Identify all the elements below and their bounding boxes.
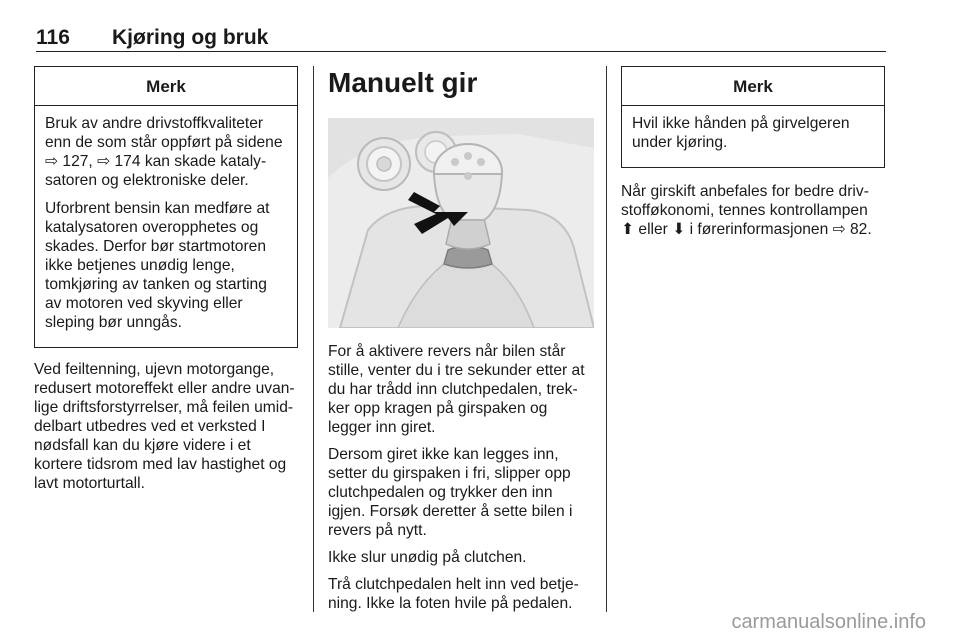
column-divider [313, 66, 314, 612]
gear-lever-illustration [328, 118, 594, 328]
page-number: 116 [36, 26, 70, 49]
body-paragraph: Ved feiltenning, ujevn motorgange, redusert motoreffekt eller andre uvanlige driftsforstyrrelser, må feilen umiddelbart utbedres ved et verksted I nødsfall kan du kjøre videre i et kortere tidsrom med lav hastighet og lavt motorturtall. [34, 361, 295, 492]
section-title: Kjøring og bruk [112, 26, 269, 49]
note-paragraph: Bruk av andre drivstoffkvaliteter enn de som står oppført på sidene ⇨ 127, ⇨ 174 kan skade katalysatoren og elektroniske deler. [45, 115, 283, 189]
note-paragraph: Hvil ikke hånden på girvelgeren under kjøring. [632, 115, 850, 151]
body-paragraph: Ikke slur unødig på clutchen. [328, 549, 527, 566]
note-box [34, 66, 298, 348]
note-title: Merk [622, 67, 884, 106]
note-title: Merk [35, 67, 297, 106]
middle-column [328, 66, 594, 621]
watermark: carmanualsonline.info [731, 611, 926, 633]
note-body [35, 106, 297, 347]
body-paragraph: Trå clutchpedalen helt inn ved betjening. Ikke la foten hvile på pedalen. [328, 576, 579, 612]
note-paragraph: Uforbrent bensin kan medføre at katalysatoren overopphetes og skades. Derfor bør startmotoren ikke betjenes unødig lenge, tomkjøring av tanken og starting av motoren ved skyving eller sleping bør unngås. [45, 200, 270, 331]
body-paragraph: Dersom giret ikke kan legges inn, setter du girspaken i fri, slipper opp clutchpedalen og trykker den inn igjen. Forsøk deretter å sette bilen i revers på nytt. [328, 446, 573, 539]
body-paragraph: For å aktivere revers når bilen står stille, venter du i tre sekunder etter at du har trådd inn clutchpedalen, trekker opp kragen på girspaken og legger inn giret. [328, 343, 585, 436]
section-heading: Manuelt gir [328, 67, 478, 98]
note-box [621, 66, 885, 168]
right-column [621, 66, 885, 247]
gear-lever-drawing [328, 118, 594, 328]
column-divider [606, 66, 607, 612]
page-header [36, 22, 886, 52]
header-rule [36, 51, 886, 52]
note-body [622, 106, 884, 167]
body-paragraph: Når girskift anbefales for bedre drivstofføkonomi, tennes kontrollampen ⬆ eller ⬇ i førerinformasjonen ⇨ 82. [621, 183, 872, 238]
left-column [34, 66, 298, 501]
